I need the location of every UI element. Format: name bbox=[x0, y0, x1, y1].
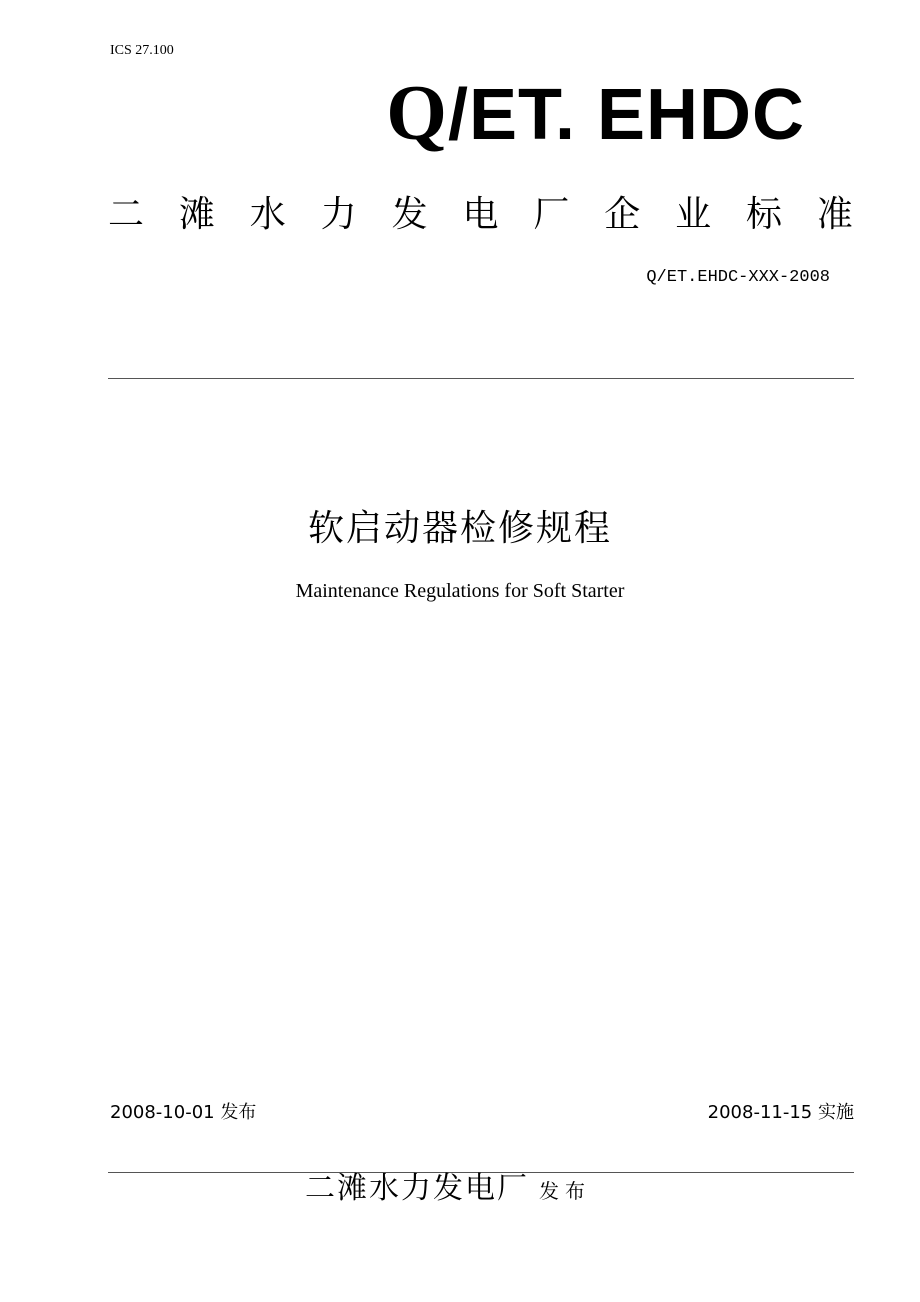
company-standard-char: 力 bbox=[320, 194, 357, 235]
company-standard-char: 发 bbox=[391, 194, 428, 235]
company-standard-title bbox=[108, 186, 853, 237]
publisher-name: 二滩水力发电厂 bbox=[305, 1171, 529, 1206]
company-standard-char: 厂 bbox=[533, 194, 570, 235]
standard-code-heading bbox=[386, 70, 805, 158]
ics-code: ICS 27.100 bbox=[110, 43, 174, 58]
publish-tag: 发布 bbox=[539, 1179, 591, 1203]
document-title-english: Maintenance Regulations for Soft Starter bbox=[295, 580, 625, 602]
company-standard-char: 准 bbox=[816, 194, 853, 235]
company-standard-char: 企 bbox=[604, 194, 641, 235]
top-divider bbox=[108, 378, 854, 379]
standard-code-q: Q bbox=[386, 69, 448, 156]
standard-code-rest: /ET. EHDC bbox=[447, 75, 805, 155]
release-date: 2008-10-01 发布 bbox=[110, 1102, 257, 1123]
company-standard-char: 标 bbox=[746, 194, 783, 235]
implementation-date: 2008-11-15 实施 bbox=[707, 1102, 854, 1123]
company-standard-char: 电 bbox=[462, 194, 499, 235]
company-standard-char: 水 bbox=[249, 194, 286, 235]
company-standard-char: 业 bbox=[675, 194, 712, 235]
publisher-line bbox=[305, 1163, 591, 1207]
company-standard-char: 二 bbox=[108, 194, 145, 235]
company-standard-char: 滩 bbox=[178, 194, 215, 235]
standard-number: Q/ET.EHDC-XXX-2008 bbox=[646, 268, 830, 287]
document-title-chinese: 软启动器检修规程 bbox=[307, 508, 612, 549]
